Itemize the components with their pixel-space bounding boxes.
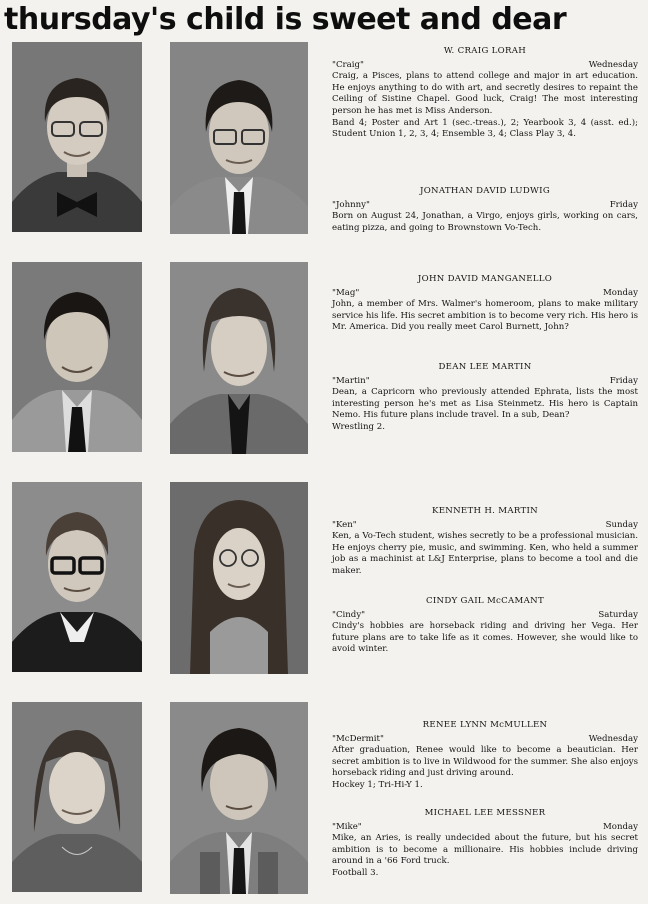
bio-meta (332, 200, 638, 212)
student-nickname: "Ken" (332, 519, 357, 530)
student-name: CINDY GAIL McCAMANT (425, 596, 545, 606)
portrait-photo-john-manganello (12, 262, 142, 452)
student-birth-day: Wednesday (588, 733, 638, 744)
student-name: KENNETH H. MARTIN (432, 506, 538, 516)
bio-jonathan-ludwig (332, 186, 638, 234)
bio-meta (332, 60, 638, 72)
student-name: W. CRAIG LORAH (443, 46, 527, 56)
portrait-photo-dean-martin (170, 262, 308, 454)
student-birth-day: Saturday (598, 609, 638, 620)
student-name: DEAN LEE MARTIN (438, 362, 532, 372)
bio-meta (332, 610, 638, 622)
bio-michael-messner (332, 808, 638, 880)
bio-cindy-mccamant (332, 596, 638, 656)
student-nickname: "Craig" (332, 59, 364, 70)
bio-john-manganello (332, 274, 638, 334)
portrait-photo-renee-mcmullen (12, 702, 142, 892)
portrait-photo-kenneth-martin (12, 482, 142, 672)
bio-meta (332, 734, 638, 746)
student-nickname: "McDermit" (332, 733, 384, 744)
student-nickname: "Mike" (332, 821, 362, 832)
student-name: JONATHAN DAVID LUDWIG (419, 186, 551, 196)
portrait-photo-jonathan-ludwig (170, 42, 308, 234)
student-birth-day: Sunday (605, 519, 638, 530)
student-nickname: "Martin" (332, 375, 370, 386)
student-bio-text: Born on August 24, Jonathan, a Virgo, enjoys girls, working on cars, eating pizza, and going to Brownstown Vo-Tech. (332, 211, 638, 233)
bio-renee-mcmullen (332, 720, 638, 792)
student-bio-text: After graduation, Renee would like to become a beautician. Her secret ambition is to live in Wildwood for the summer. She also enjoys horseback riding and just driving around. (332, 745, 639, 779)
student-bio-text: Ken, a Vo-Tech student, wishes secretly to be a professional musician. He enjoys cherry pie, music, and swimming. Ken, who held a summer job as a machinist at L&J Enterprise, plans to become a tool and die maker. (332, 531, 638, 576)
student-birth-day: Friday (609, 375, 638, 386)
page-headline: thursday's child is sweet and dear (4, 2, 567, 37)
student-nickname: "Johnny" (332, 199, 370, 210)
student-bio-text: Dean, a Capricorn who previously attended Ephrata, lists the most interesting person he's met as Lisa Steinmetz. His hero is Captain Nemo. His future plans include travel. In a sub, Dean? (332, 387, 638, 421)
student-activities: Hockey 1; Tri-Hi-Y 1. (332, 779, 423, 790)
student-birth-day: Wednesday (588, 59, 638, 70)
student-nickname: "Cindy" (332, 609, 366, 620)
bio-meta (332, 288, 638, 300)
bio-craig-lorah (332, 46, 638, 141)
student-bio-text: Cindy's hobbies are horseback riding and driving her Vega. Her future plans are to take life as it comes. However, she would like to avoid winter. (332, 621, 638, 655)
student-name: MICHAEL LEE MESSNER (424, 808, 546, 818)
bio-meta (332, 376, 638, 388)
portrait-photo-cindy-mccamant (170, 482, 308, 674)
student-activities: Football 3. (332, 867, 379, 878)
student-birth-day: Monday (603, 287, 638, 298)
bio-dean-martin (332, 362, 638, 434)
student-bio-text: John, a member of Mrs. Walmer's homeroom, plans to make military service his life. His secret ambition is to become very rich. His hero is Mr. America. Did you really meet Carol Burnett, John? (332, 299, 638, 333)
bio-kenneth-martin (332, 506, 638, 578)
student-bio-text: Mike, an Aries, is really undecided about the future, but his secret ambition is to become a millionaire. His hobbies include driving around in a '66 Ford truck. (332, 833, 638, 867)
student-bio-text: Craig, a Pisces, plans to attend college and major in art education. He enjoys anything to do with art, and secretly desires to repaint the Ceiling of Sistine Chapel. Good luck, Craig! The most interesting person he has met is Miss Anderson. (332, 71, 638, 116)
student-birth-day: Friday (609, 199, 638, 210)
portrait-photo-michael-messner (170, 702, 308, 894)
student-activities: Band 4; Poster and Art 1 (sec.-treas.), 2; Yearbook 3, 4 (asst. ed.); Student Union 1, 2, 3, 4; Ensemble 3, 4; Class Play 3, 4. (332, 117, 638, 140)
student-name: RENEE LYNN McMULLEN (422, 720, 548, 730)
student-birth-day: Monday (603, 821, 638, 832)
student-activities: Wrestling 2. (332, 421, 385, 432)
bio-meta (332, 520, 638, 532)
student-nickname: "Mag" (332, 287, 360, 298)
portrait-photo-craig-lorah (12, 42, 142, 232)
bio-meta (332, 822, 638, 834)
student-name: JOHN DAVID MANGANELLO (417, 274, 553, 284)
